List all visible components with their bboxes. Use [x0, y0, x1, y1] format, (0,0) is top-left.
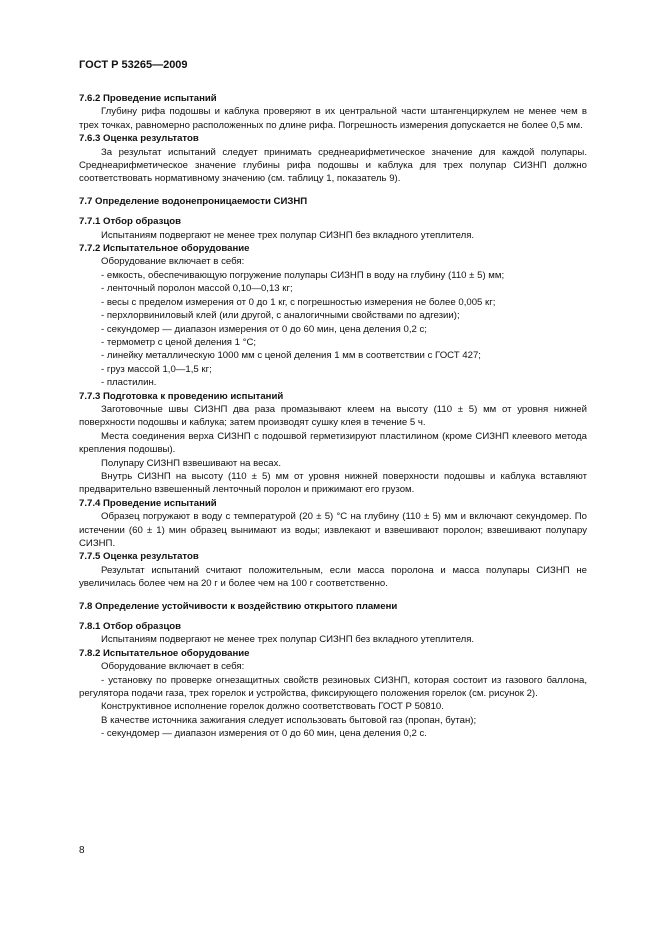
page-number: 8	[79, 845, 85, 856]
equipment-list-item: - ленточный поролон массой 0,10—0,13 кг;	[101, 283, 293, 295]
equipment-list-item: - секундомер — диапазон измерения от 0 до 60 мин, цена деления 0,2 с;	[101, 323, 427, 335]
section-heading: 7.8 Определение устойчивости к воздействию открытого пламени	[79, 600, 398, 612]
subsection-heading: 7.8.2 Испытательное оборудование	[79, 647, 250, 659]
body-paragraph: Результат испытаний считают положительным, если масса поролона и масса полупары СИЗНП не увеличилась более чем на 20 г и более чем на 100 г соответственно.	[79, 564, 587, 590]
document-header-standard-id: ГОСТ Р 53265—2009	[79, 59, 188, 71]
section-heading: 7.7 Определение водонепроницаемости СИЗНП	[79, 195, 308, 207]
body-paragraph: - секундомер — диапазон измерения от 0 до 60 мин, цена деления 0,2 с.	[101, 728, 427, 740]
body-paragraph: Полупару СИЗНП взвешивают на весах.	[101, 457, 282, 469]
body-paragraph: Внутрь СИЗНП на высоту (110 ± 5) мм от уровня нижней поверхности подошвы и каблука вставляют предварительно взвешенный ленточный поролон и прижимают его грузом.	[79, 470, 587, 496]
body-paragraph: Заготовочные швы СИЗНП два раза промазывают клеем на высоту (110 ± 5) мм от уровня нижней поверхности подошвы и каблука; затем производят сушку клея в течение 5 ч.	[79, 403, 587, 429]
equipment-list-item: - груз массой 1,0—1,5 кг;	[101, 363, 212, 375]
body-paragraph: Оборудование включает в себя:	[101, 661, 245, 673]
body-paragraph: Места соединения верха СИЗНП с подошвой герметизируют пластилином (кроме СИЗНП клеевого метода крепления подошвы).	[79, 430, 587, 456]
body-paragraph: Оборудование включает в себя:	[101, 256, 245, 268]
document-body	[79, 92, 587, 741]
subsection-heading: 7.7.3 Подготовка к проведению испытаний	[79, 390, 284, 402]
subsection-heading: 7.6.2 Проведение испытаний	[79, 93, 217, 104]
subsection-heading: 7.6.3 Оценка результатов	[79, 133, 199, 145]
subsection-heading: 7.8.1 Отбор образцов	[79, 621, 181, 633]
subsection-heading: 7.7.5 Оценка результатов	[79, 551, 199, 563]
subsection-heading: 7.7.2 Испытательное оборудование	[79, 243, 250, 255]
equipment-list-item: - весы с пределом измерения от 0 до 1 кг, с погрешностью измерения не более 0,005 кг;	[101, 296, 496, 308]
body-paragraph: Образец погружают в воду с температурой (20 ± 5) °С на глубину (110 ± 5) мм и включают секундомер. По истечении (60 ± 1) мин образец вынимают из воды; извлекают и взвешивают поролон; взвешивают полупару СИЗНП.	[79, 511, 587, 549]
section-spacer	[79, 591, 587, 600]
body-paragraph: Конструктивное исполнение горелок должно соответствовать ГОСТ Р 50810.	[101, 701, 444, 713]
body-paragraph: За результат испытаний следует принимать среднеарифметическое значение для каждой полупары. Среднеарифметическое значение глубины рифа подошвы и каблука для трех полупар СИЗНП должно соответствовать нормативному значению (см. таблицу 1, показатель 9).	[79, 146, 587, 185]
body-paragraph: Испытаниям подвергают не менее трех полупар СИЗНП без вкладного утеплителя.	[101, 634, 475, 646]
body-paragraph: Глубину рифа подошвы и каблука проверяют в их центральной части штангенциркулем не менее чем в трех точках, равномерно расположенных по длине рифа. Погрешность измерения допускается не более 0,5 мм.	[79, 106, 587, 131]
section-spacer	[79, 613, 587, 620]
section-spacer	[79, 208, 587, 215]
equipment-list-item: - линейку металлическую 1000 мм с ценой деления 1 мм в соответствии с ГОСТ 427;	[101, 350, 481, 362]
section-spacer	[79, 186, 587, 195]
subsection-heading: 7.7.1 Отбор образцов	[79, 216, 181, 228]
equipment-list-item: - емкость, обеспечивающую погружение полупары СИЗНП в воду на глубину (110 ± 5) мм;	[101, 269, 505, 281]
equipment-list-item: - перхлорвиниловый клей (или другой, с аналогичными свойствами по адгезии);	[101, 310, 460, 322]
body-paragraph: В качестве источника зажигания следует использовать бытовой газ (пропан, бутан);	[101, 714, 477, 726]
equipment-list-item: - пластилин.	[101, 377, 157, 389]
body-paragraph: - установку по проверке огнезащитных свойств резиновых СИЗНП, которая состоит из газового баллона, регулятора подачи газа, трех горелок и устройства, фиксирующего положения горелок (см. рисунок 2).	[79, 674, 587, 700]
equipment-list-item: - термометр с ценой деления 1 °С;	[101, 336, 257, 348]
body-paragraph: Испытаниям подвергают не менее трех полупар СИЗНП без вкладного утеплителя.	[101, 229, 475, 241]
subsection-heading: 7.7.4 Проведение испытаний	[79, 497, 217, 509]
